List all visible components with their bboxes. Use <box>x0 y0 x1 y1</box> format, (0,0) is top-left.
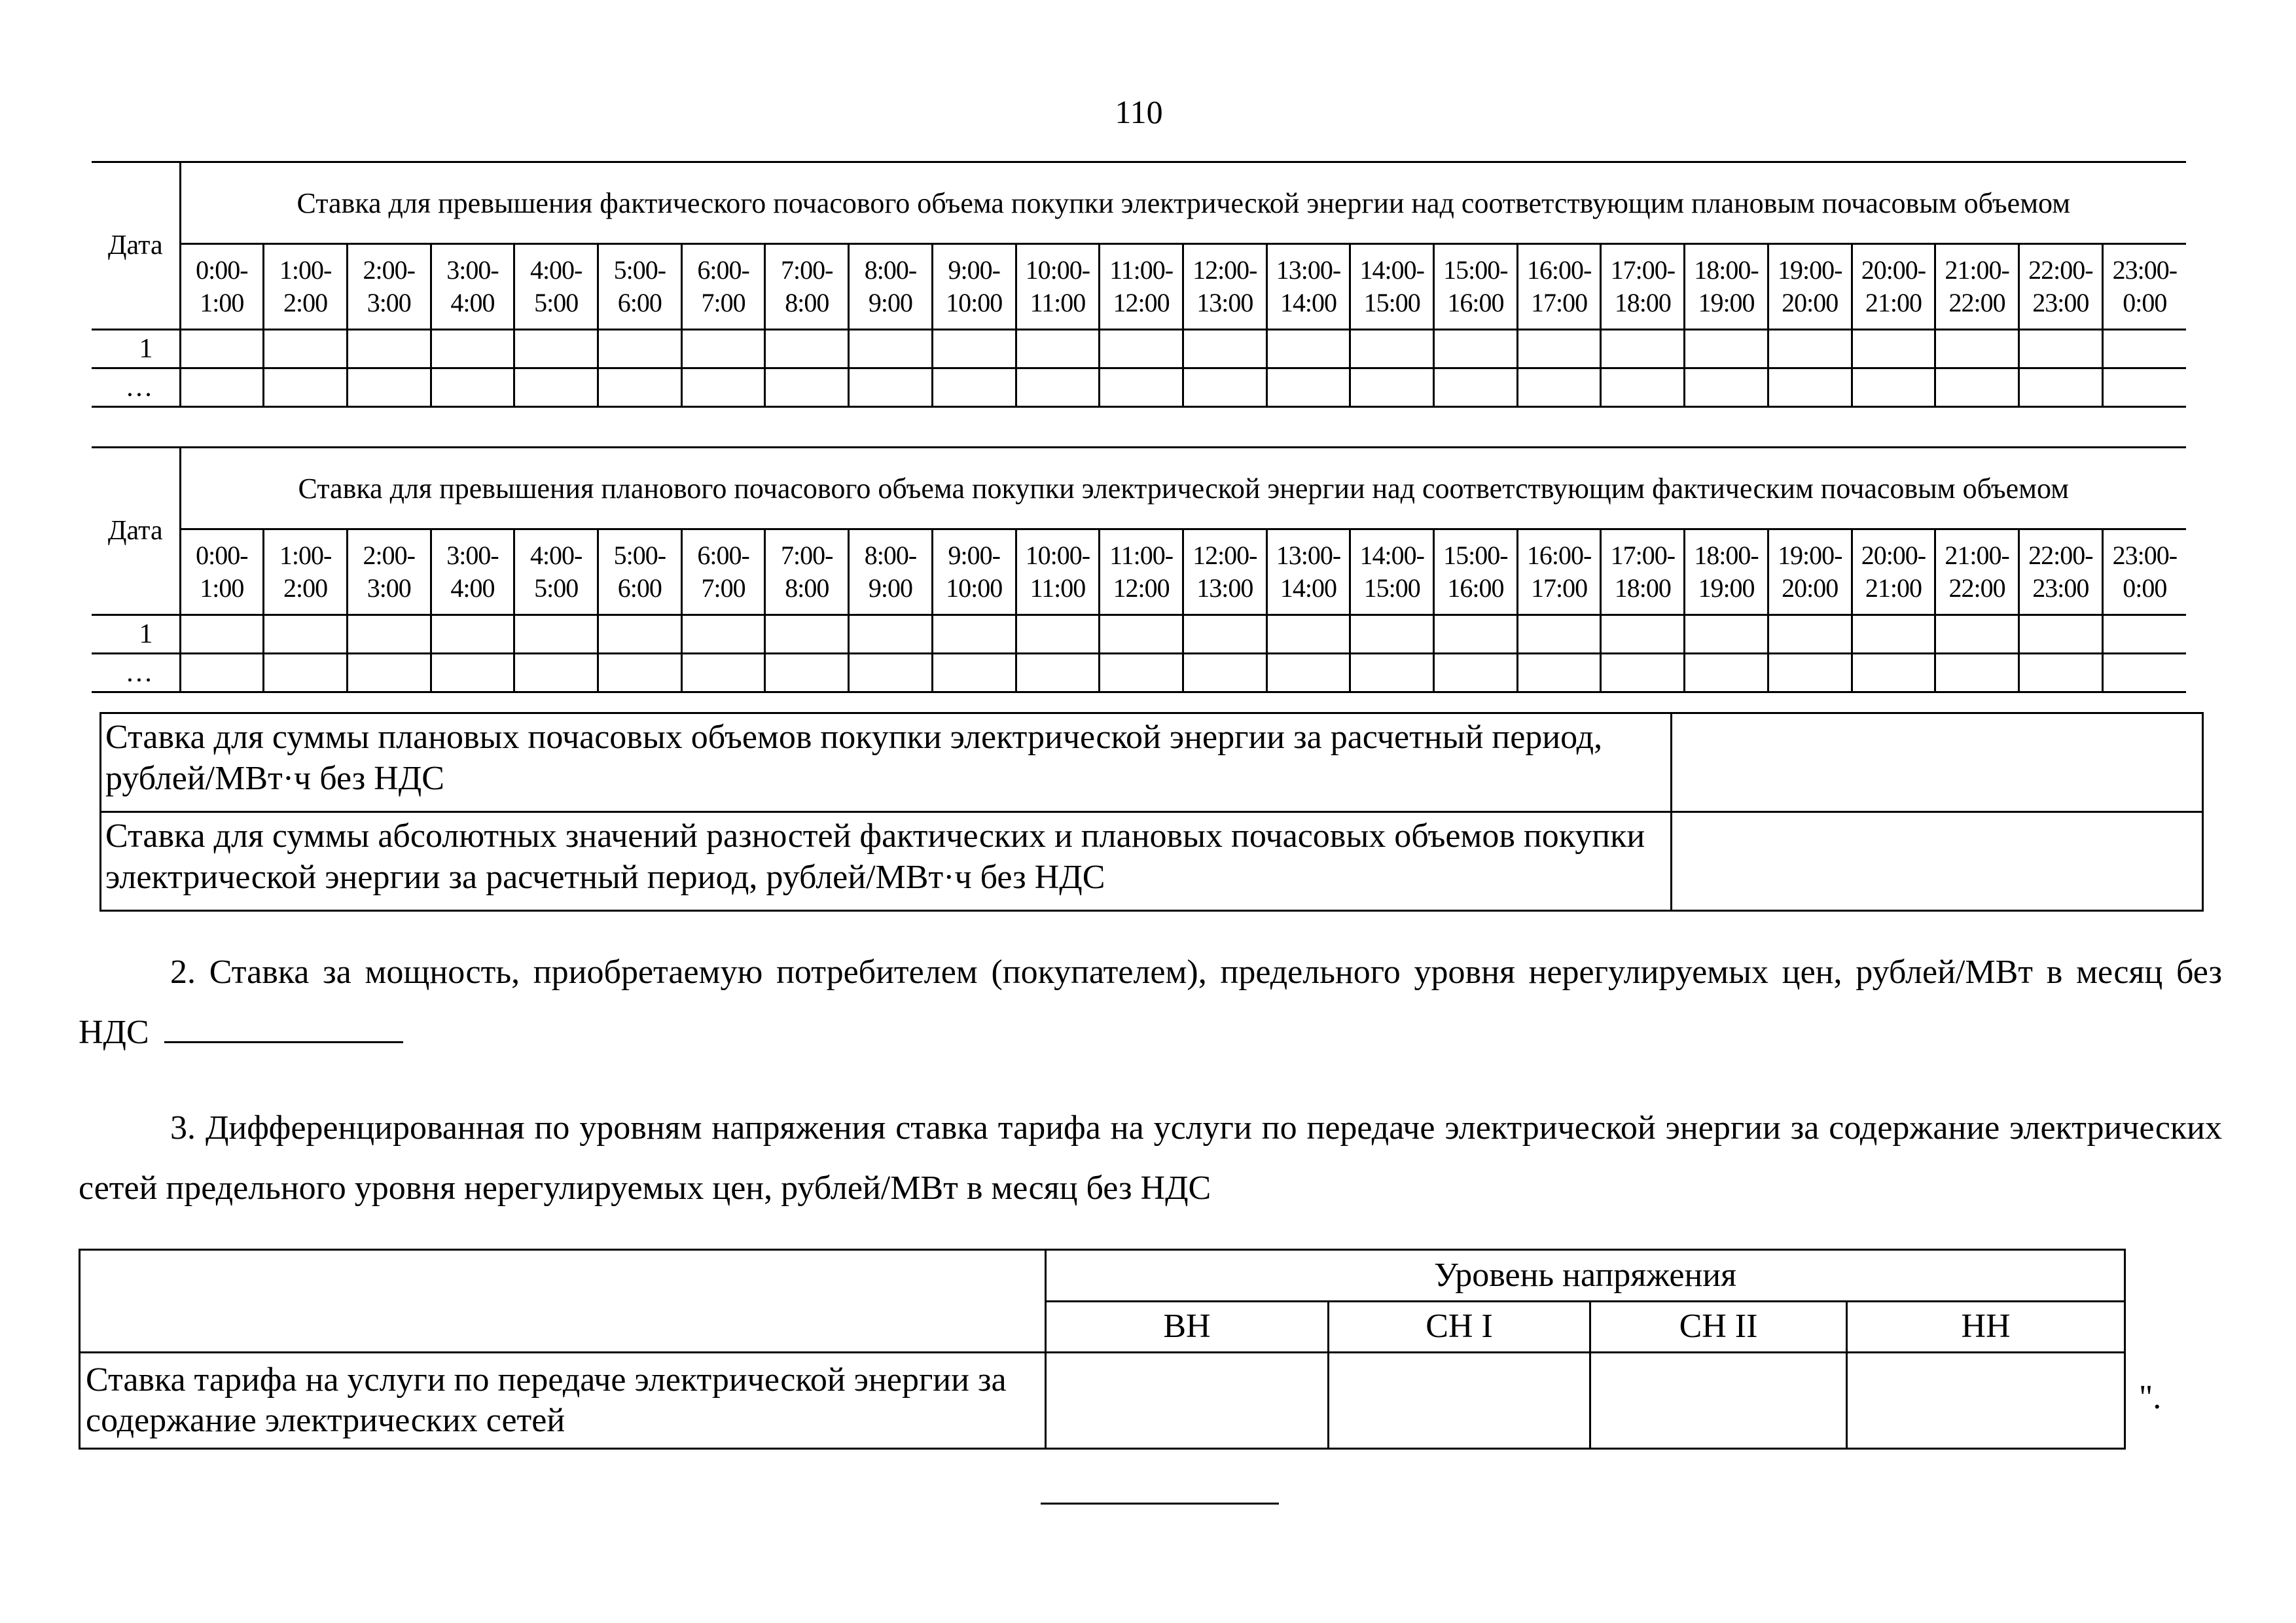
hour-label-part: 21:00 <box>1865 573 1922 603</box>
hour-value-cell[interactable] <box>1935 330 2019 368</box>
hour-value-cell[interactable] <box>765 615 849 654</box>
hour-value-cell[interactable] <box>598 330 682 368</box>
hour-label-part: 11:00 <box>1030 573 1086 603</box>
hour-value-cell[interactable] <box>2018 654 2102 692</box>
hour-label-part: 10:00- <box>1025 541 1090 570</box>
table-row <box>92 654 2186 692</box>
hour-value-cell[interactable] <box>598 368 682 407</box>
hour-label-part: 21:00- <box>1945 541 2009 570</box>
hour-value-cell[interactable] <box>1100 368 1183 407</box>
hour-column-header <box>681 244 765 330</box>
hour-value-cell[interactable] <box>1183 330 1266 368</box>
hour-value-cell[interactable] <box>1434 330 1518 368</box>
hour-value-cell[interactable] <box>1100 615 1183 654</box>
hour-label-part: 22:00- <box>2028 541 2093 570</box>
voltage-group-header: Уровень напряжения <box>1046 1250 2125 1302</box>
hour-column-header <box>598 529 682 615</box>
hour-value-cell[interactable] <box>1685 330 1768 368</box>
hour-label-part: 6:00- <box>697 541 749 570</box>
hour-value-cell[interactable] <box>1852 330 1935 368</box>
hour-value-cell[interactable] <box>264 654 348 692</box>
hour-label-part: 23:00- <box>2112 255 2178 285</box>
summary-row-label: Ставка для суммы плановых почасовых объемов покупки электрической энергии за расчетный период, рублей/МВт·ч без НДС <box>101 713 1672 812</box>
hour-value-cell[interactable] <box>1517 615 1601 654</box>
table-row <box>92 615 2186 654</box>
hour-label-part: 16:00 <box>1447 573 1504 603</box>
hour-value-cell[interactable] <box>431 615 514 654</box>
hour-column-header <box>1183 244 1266 330</box>
hour-label-part: 1:00- <box>279 541 332 570</box>
hour-column-header <box>932 529 1016 615</box>
hour-column-header <box>1935 244 2019 330</box>
hour-label-part: 8:00 <box>785 573 829 603</box>
hour-value-cell[interactable] <box>264 615 348 654</box>
hour-column-header <box>1517 244 1601 330</box>
hour-column-header <box>180 244 264 330</box>
hour-label-part: 2:00- <box>363 541 415 570</box>
footer-separator-line <box>1041 1503 1279 1505</box>
hour-label-part: 5:00- <box>613 255 666 285</box>
hour-value-cell[interactable] <box>514 368 598 407</box>
hour-label-part: 22:00 <box>1948 288 2005 317</box>
voltage-row-label: Ставка тарифа на услуги по передаче электрической энергии за содержание электрических сетей <box>80 1353 1046 1449</box>
hour-value-cell[interactable] <box>1100 654 1183 692</box>
hour-column-header <box>1100 529 1183 615</box>
hour-label-part: 21:00 <box>1865 288 1922 317</box>
hour-label-part: 13:00- <box>1276 541 1341 570</box>
hourly-table-title: Ставка для превышения фактического почасового объема покупки электрической энергии над соответствующим плановым почасовым объемом <box>180 162 2186 244</box>
hour-column-header <box>598 244 682 330</box>
hour-column-header <box>1100 244 1183 330</box>
hour-value-cell[interactable] <box>1852 615 1935 654</box>
hour-column-header <box>932 244 1016 330</box>
hour-value-cell[interactable] <box>264 368 348 407</box>
voltage-value-cell[interactable] <box>1590 1353 1847 1449</box>
hour-value-cell[interactable] <box>180 654 264 692</box>
hour-column-header <box>1601 529 1685 615</box>
hour-value-cell[interactable] <box>1183 654 1266 692</box>
hour-label-part: 15:00- <box>1443 541 1508 570</box>
hour-label-part: 10:00 <box>946 288 1003 317</box>
hour-column-header <box>2018 244 2102 330</box>
hour-column-header <box>347 529 431 615</box>
voltage-table-corner <box>80 1250 1046 1353</box>
hour-value-cell[interactable] <box>1601 615 1685 654</box>
hour-value-cell[interactable] <box>431 654 514 692</box>
hour-value-cell[interactable] <box>1183 615 1266 654</box>
hour-value-cell[interactable] <box>849 615 933 654</box>
table-row <box>92 368 2186 407</box>
hour-value-cell[interactable] <box>1685 368 1768 407</box>
paragraph-3-text: 3. Дифференцированная по уровням напряжения ставка тарифа на услуги по передаче электрической энергии за содержание электрических сетей предельного уровня нерегулируемых цен, рублей/МВт в месяц без НДС <box>79 1109 2222 1207</box>
hour-label-part: 9:00 <box>868 288 913 317</box>
hour-value-cell[interactable] <box>2102 368 2186 407</box>
hour-label-part: 16:00 <box>1447 288 1504 317</box>
hour-column-header <box>1852 529 1935 615</box>
hour-column-header <box>2102 244 2186 330</box>
hour-label-part: 5:00 <box>534 288 579 317</box>
hour-column-header <box>347 244 431 330</box>
date-column-header: Дата <box>92 162 180 330</box>
hour-label-part: 19:00 <box>1698 288 1755 317</box>
hour-label-part: 18:00- <box>1694 255 1759 285</box>
hour-label-part: 2:00 <box>283 288 328 317</box>
hour-value-cell[interactable] <box>849 368 933 407</box>
hour-column-header <box>514 244 598 330</box>
hour-value-cell[interactable] <box>1434 615 1518 654</box>
hour-label-part: 13:00 <box>1196 573 1253 603</box>
hour-value-cell[interactable] <box>598 615 682 654</box>
hour-label-part: 6:00 <box>617 288 662 317</box>
hour-value-cell[interactable] <box>264 330 348 368</box>
hour-label-part: 6:00- <box>697 255 749 285</box>
hour-label-part: 5:00- <box>613 541 666 570</box>
hour-value-cell[interactable] <box>1350 368 1434 407</box>
hour-column-header <box>1517 529 1601 615</box>
voltage-value-cell[interactable] <box>1046 1353 1329 1449</box>
hour-value-cell[interactable] <box>347 368 431 407</box>
hour-value-cell[interactable] <box>2102 654 2186 692</box>
voltage-level-table <box>79 1249 2126 1450</box>
hour-value-cell[interactable] <box>1517 654 1601 692</box>
hour-value-cell[interactable] <box>1685 615 1768 654</box>
hour-column-header <box>1350 244 1434 330</box>
hour-value-cell[interactable] <box>347 654 431 692</box>
hour-label-part: 14:00- <box>1359 541 1424 570</box>
hour-value-cell[interactable] <box>1517 330 1601 368</box>
hour-value-cell[interactable] <box>1768 615 1852 654</box>
hour-value-cell[interactable] <box>1935 615 2019 654</box>
summary-row <box>101 812 2203 911</box>
hour-label-part: 0:00 <box>2123 288 2167 317</box>
hour-label-part: 17:00 <box>1531 573 1588 603</box>
hour-label-part: 6:00 <box>617 573 662 603</box>
hour-column-header <box>2102 529 2186 615</box>
hour-value-cell[interactable] <box>1183 368 1266 407</box>
hour-column-header <box>1768 529 1852 615</box>
hour-column-header <box>1601 244 1685 330</box>
hour-value-cell[interactable] <box>932 368 1016 407</box>
hour-column-header <box>1685 529 1768 615</box>
hour-label-part: 9:00 <box>868 573 913 603</box>
hour-label-part: 13:00- <box>1276 255 1341 285</box>
hour-label-part: 8:00 <box>785 288 829 317</box>
hour-value-cell[interactable] <box>1266 615 1350 654</box>
hour-column-header <box>1016 529 1100 615</box>
voltage-level-vn: ВН <box>1046 1301 1329 1353</box>
hour-label-part: 1:00 <box>200 288 244 317</box>
hour-label-part: 3:00 <box>367 573 411 603</box>
summary-value-cell[interactable] <box>1672 812 2203 911</box>
hourly-table-title: Ставка для превышения планового почасового объема покупки электрической энергии над соответствующим фактическим почасовым объемом <box>180 448 2186 529</box>
hour-column-header <box>1434 244 1518 330</box>
hour-value-cell[interactable] <box>1935 368 2019 407</box>
hour-value-cell[interactable] <box>180 615 264 654</box>
hour-value-cell[interactable] <box>180 330 264 368</box>
hour-label-part: 3:00- <box>446 255 499 285</box>
hour-label-part: 16:00- <box>1526 541 1592 570</box>
hour-label-part: 3:00 <box>367 288 411 317</box>
hour-value-cell[interactable] <box>765 330 849 368</box>
paragraph-2-text: 2. Ставка за мощность, приобретаемую потребителем (покупателем), предельного уровня нерегулируемых цен, рублей/МВт в месяц без НДС <box>79 954 2222 1051</box>
hour-value-cell[interactable] <box>681 368 765 407</box>
hour-label-part: 0:00 <box>2123 573 2167 603</box>
hour-value-cell[interactable] <box>1266 654 1350 692</box>
hour-value-cell[interactable] <box>1517 368 1601 407</box>
hour-label-part: 13:00 <box>1196 288 1253 317</box>
hour-label-part: 4:00- <box>529 541 583 570</box>
hour-column-header <box>849 244 933 330</box>
hour-column-header <box>1434 529 1518 615</box>
hour-column-header <box>765 529 849 615</box>
hour-column-header <box>431 529 514 615</box>
hour-value-cell[interactable] <box>1935 654 2019 692</box>
hour-label-part: 19:00- <box>1777 255 1842 285</box>
closing-quote-mark: ". <box>2139 1379 2162 1416</box>
hour-label-part: 7:00- <box>781 541 833 570</box>
hour-label-part: 20:00 <box>1782 288 1839 317</box>
hour-column-header <box>1266 244 1350 330</box>
hour-label-part: 10:00 <box>946 573 1003 603</box>
paragraph-2 <box>79 942 2222 1063</box>
hour-label-part: 4:00 <box>450 573 495 603</box>
hour-column-header <box>180 529 264 615</box>
hour-value-cell[interactable] <box>1016 654 1100 692</box>
hour-value-cell[interactable] <box>1016 368 1100 407</box>
voltage-level-nn: НН <box>1847 1301 2125 1353</box>
hour-label-part: 0:00- <box>196 255 248 285</box>
hour-label-part: 23:00 <box>2032 573 2089 603</box>
hour-value-cell[interactable] <box>1601 330 1685 368</box>
hour-column-header <box>765 244 849 330</box>
hour-label-part: 9:00- <box>948 255 1000 285</box>
hour-label-part: 3:00- <box>446 541 499 570</box>
hour-value-cell[interactable] <box>1266 330 1350 368</box>
hour-value-cell[interactable] <box>2102 615 2186 654</box>
hour-value-cell[interactable] <box>1016 330 1100 368</box>
summary-rate-table <box>99 712 2204 912</box>
hour-label-part: 20:00- <box>1861 541 1926 570</box>
hour-label-part: 1:00- <box>279 255 332 285</box>
hour-column-header <box>849 529 933 615</box>
hour-label-part: 15:00 <box>1363 288 1420 317</box>
hour-column-header <box>264 529 348 615</box>
hour-label-part: 9:00- <box>948 541 1000 570</box>
hour-value-cell[interactable] <box>932 330 1016 368</box>
hour-label-part: 20:00- <box>1861 255 1926 285</box>
hour-value-cell[interactable] <box>598 654 682 692</box>
hour-label-part: 0:00- <box>196 541 248 570</box>
hour-value-cell[interactable] <box>2018 615 2102 654</box>
table-row <box>92 330 2186 368</box>
hour-label-part: 14:00 <box>1280 288 1337 317</box>
hourly-rate-table-planned-over-actual <box>92 446 2186 693</box>
hour-value-cell[interactable] <box>431 330 514 368</box>
hour-value-cell[interactable] <box>1601 654 1685 692</box>
hour-label-part: 8:00- <box>864 255 917 285</box>
hour-label-part: 23:00- <box>2112 541 2178 570</box>
voltage-value-cell[interactable] <box>1329 1353 1590 1449</box>
hour-label-part: 7:00 <box>701 573 745 603</box>
hour-label-part: 23:00 <box>2032 288 2089 317</box>
hour-label-part: 8:00- <box>864 541 917 570</box>
hour-value-cell[interactable] <box>514 654 598 692</box>
hour-value-cell[interactable] <box>1434 368 1518 407</box>
voltage-level-sn1: СН I <box>1329 1301 1590 1353</box>
hour-value-cell[interactable] <box>514 615 598 654</box>
hour-column-header <box>264 244 348 330</box>
hour-value-cell[interactable] <box>347 330 431 368</box>
hour-value-cell[interactable] <box>932 654 1016 692</box>
summary-row-label: Ставка для суммы абсолютных значений разностей фактических и плановых почасовых объемов покупки электрической энергии за расчетный период, рублей/МВт·ч без НДС <box>101 812 1672 911</box>
hour-label-part: 22:00- <box>2028 255 2093 285</box>
hour-column-header <box>1183 529 1266 615</box>
hour-label-part: 4:00- <box>529 255 583 285</box>
hour-label-part: 15:00- <box>1443 255 1508 285</box>
hour-value-cell[interactable] <box>2102 330 2186 368</box>
hour-label-part: 22:00 <box>1948 573 2005 603</box>
hour-column-header <box>1935 529 2019 615</box>
hour-label-part: 21:00- <box>1945 255 2009 285</box>
hour-label-part: 10:00- <box>1025 255 1090 285</box>
voltage-value-cell[interactable] <box>1847 1353 2125 1449</box>
summary-value-cell[interactable] <box>1672 713 2203 812</box>
voltage-level-sn2: СН II <box>1590 1301 1847 1353</box>
hour-label-part: 20:00 <box>1782 573 1839 603</box>
hour-value-cell[interactable] <box>849 654 933 692</box>
hour-label-part: 7:00 <box>701 288 745 317</box>
summary-row <box>101 713 2203 812</box>
hour-label-part: 12:00- <box>1193 541 1257 570</box>
hour-column-header <box>1016 244 1100 330</box>
fill-in-line[interactable] <box>164 1041 403 1043</box>
hour-column-header <box>2018 529 2102 615</box>
hour-column-header <box>1266 529 1350 615</box>
date-column-header: Дата <box>92 448 180 615</box>
hour-label-part: 17:00- <box>1610 255 1676 285</box>
hour-value-cell[interactable] <box>765 654 849 692</box>
hour-label-part: 14:00 <box>1280 573 1337 603</box>
hour-column-header <box>431 244 514 330</box>
hour-label-part: 4:00 <box>450 288 495 317</box>
hour-column-header <box>1768 244 1852 330</box>
hour-label-part: 7:00- <box>781 255 833 285</box>
paragraph-3 <box>79 1098 2222 1219</box>
hour-label-part: 16:00- <box>1526 255 1592 285</box>
hour-value-cell[interactable] <box>1601 368 1685 407</box>
hour-label-part: 17:00- <box>1610 541 1676 570</box>
hour-value-cell[interactable] <box>1100 330 1183 368</box>
hour-value-cell[interactable] <box>932 615 1016 654</box>
hour-value-cell[interactable] <box>681 615 765 654</box>
hour-value-cell[interactable] <box>1685 654 1768 692</box>
row-date-label: 1 <box>92 330 180 368</box>
hour-value-cell[interactable] <box>1768 654 1852 692</box>
hour-label-part: 12:00 <box>1113 573 1170 603</box>
hour-label-part: 15:00 <box>1363 573 1420 603</box>
hour-label-part: 19:00- <box>1777 541 1842 570</box>
hour-column-header <box>1350 529 1434 615</box>
hour-value-cell[interactable] <box>849 330 933 368</box>
hour-value-cell[interactable] <box>514 330 598 368</box>
hour-value-cell[interactable] <box>431 368 514 407</box>
row-date-label: … <box>92 654 180 692</box>
hour-value-cell[interactable] <box>1350 615 1434 654</box>
hour-label-part: 12:00- <box>1193 255 1257 285</box>
hour-label-part: 2:00- <box>363 255 415 285</box>
hour-label-part: 11:00- <box>1109 541 1174 570</box>
hour-value-cell[interactable] <box>2018 368 2102 407</box>
hour-value-cell[interactable] <box>1768 330 1852 368</box>
hour-label-part: 5:00 <box>534 573 579 603</box>
hour-value-cell[interactable] <box>2018 330 2102 368</box>
hour-value-cell[interactable] <box>1266 368 1350 407</box>
hour-label-part: 14:00- <box>1359 255 1424 285</box>
hour-value-cell[interactable] <box>681 330 765 368</box>
hour-label-part: 19:00 <box>1698 573 1755 603</box>
hour-label-part: 1:00 <box>200 573 244 603</box>
hour-value-cell[interactable] <box>1852 368 1935 407</box>
hour-value-cell[interactable] <box>1768 368 1852 407</box>
hour-label-part: 12:00 <box>1113 288 1170 317</box>
hour-value-cell[interactable] <box>180 368 264 407</box>
hour-label-part: 2:00 <box>283 573 328 603</box>
hour-label-part: 11:00 <box>1030 288 1086 317</box>
row-date-label: 1 <box>92 615 180 654</box>
hour-column-header <box>1685 244 1768 330</box>
row-date-label: … <box>92 368 180 407</box>
hour-value-cell[interactable] <box>1434 654 1518 692</box>
hour-column-header <box>681 529 765 615</box>
hour-label-part: 18:00 <box>1614 573 1671 603</box>
hour-value-cell[interactable] <box>1350 330 1434 368</box>
hour-column-header <box>514 529 598 615</box>
hour-label-part: 18:00 <box>1614 288 1671 317</box>
hour-label-part: 18:00- <box>1694 541 1759 570</box>
hour-value-cell[interactable] <box>765 368 849 407</box>
hour-value-cell[interactable] <box>347 615 431 654</box>
hour-value-cell[interactable] <box>1016 615 1100 654</box>
hour-value-cell[interactable] <box>681 654 765 692</box>
hour-column-header <box>1852 244 1935 330</box>
hour-label-part: 11:00- <box>1109 255 1174 285</box>
hour-value-cell[interactable] <box>1852 654 1935 692</box>
page-number: 110 <box>1115 94 1163 130</box>
hourly-rate-table-actual-over-planned <box>92 161 2186 408</box>
hour-value-cell[interactable] <box>1350 654 1434 692</box>
hour-label-part: 17:00 <box>1531 288 1588 317</box>
